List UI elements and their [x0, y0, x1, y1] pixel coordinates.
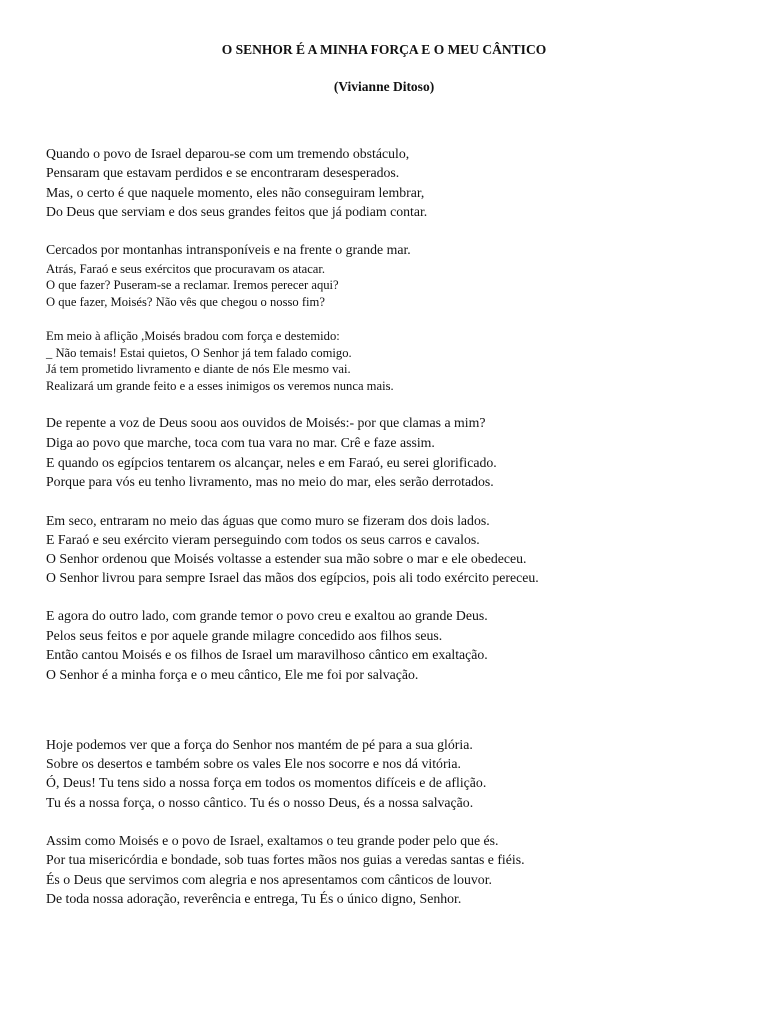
- stanza-3-line-2: _ Não temais! Estai quietos, O Senhor já tem falado comigo.: [46, 346, 352, 360]
- stanza-6-line-2: Pelos seus feitos e por aquele grande milagre concedido aos filhos seus.: [46, 628, 443, 643]
- stanza-6-line-1: E agora do outro lado, com grande temor o povo creu e exaltou ao grande Deus.: [46, 608, 488, 623]
- stanza-5-line-3: O Senhor ordenou que Moisés voltasse a estender sua mão sobre o mar e ele obedeceu.: [46, 551, 527, 566]
- stanza-7-line-1: Hoje podemos ver que a força do Senhor nos mantém de pé para a sua glória.: [46, 737, 473, 752]
- stanza-7-line-3: Ó, Deus! Tu tens sido a nossa força em todos os momentos difíceis e de aflição.: [46, 775, 487, 790]
- stanza-6-line-4: O Senhor é a minha força e o meu cântico, Ele me foi por salvação.: [46, 667, 419, 682]
- stanza-7-line-4: Tu és a nossa força, o nosso cântico. Tu és o nosso Deus, és a nossa salvação.: [46, 795, 474, 810]
- stanza-3-line-1: Em meio à aflição ,Moisés bradou com força e destemido:: [46, 329, 340, 343]
- stanza-1-line-4: Do Deus que serviam e dos seus grandes feitos que já podiam contar.: [46, 204, 428, 219]
- stanza-8-line-2: Por tua misericórdia e bondade, sob tuas fortes mãos nos guias a veredas santas e fiéis.: [46, 852, 525, 867]
- stanza-2-line-3: O que fazer? Puseram-se a reclamar. Iremos perecer aqui?: [46, 278, 339, 292]
- stanza-3-line-3: Já tem prometido livramento e diante de nós Ele mesmo vai.: [46, 362, 351, 376]
- stanza-5-line-1: Em seco, entraram no meio das águas que como muro se fizeram dos dois lados.: [46, 513, 490, 528]
- stanza-1-line-3: Mas, o certo é que naquele momento, eles não conseguiram lembrar,: [46, 185, 425, 200]
- stanza-2-line-4: O que fazer, Moisés? Não vês que chegou o nosso fim?: [46, 295, 325, 309]
- stanza-2-line-2: Atrás, Faraó e seus exércitos que procuravam os atacar.: [46, 262, 326, 276]
- stanza-8-line-3: És o Deus que servimos com alegria e nos apresentamos com cânticos de louvor.: [46, 872, 492, 887]
- stanza-4-line-1: De repente a voz de Deus soou aos ouvidos de Moisés:- por que clamas a mim?: [46, 415, 486, 430]
- stanza-4-line-4: Porque para vós eu tenho livramento, mas no meio do mar, eles serão derrotados.: [46, 474, 494, 489]
- stanza-8-line-4: De toda nossa adoração, reverência e entrega, Tu És o único digno, Senhor.: [46, 891, 462, 906]
- stanza-5-line-4: O Senhor livrou para sempre Israel das mãos dos egípcios, pois ali todo exército pereceu.: [46, 570, 539, 585]
- stanza-3-line-4: Realizará um grande feito e a esses inimigos os veremos nunca mais.: [46, 379, 394, 393]
- stanza-4-line-2: Diga ao povo que marche, toca com tua vara no mar. Crê e faze assim.: [46, 435, 435, 450]
- stanza-1-line-2: Pensaram que estavam perdidos e se encontraram desesperados.: [46, 165, 400, 180]
- stanza-2-line-1: Cercados por montanhas intransponíveis e na frente o grande mar.: [46, 242, 411, 257]
- poem-title: O SENHOR É A MINHA FORÇA E O MEU CÂNTICO: [221, 42, 547, 57]
- poem-author: (Vivianne Ditoso): [333, 79, 435, 94]
- stanza-1-line-1: Quando o povo de Israel deparou-se com um tremendo obstáculo,: [46, 146, 410, 161]
- stanza-8-line-1: Assim como Moisés e o povo de Israel, exaltamos o teu grande poder pelo que és.: [46, 833, 499, 848]
- stanza-7-line-2: Sobre os desertos e também sobre os vales Ele nos socorre e nos dá vitória.: [46, 756, 461, 771]
- stanza-6-line-3: Então cantou Moisés e os filhos de Israel um maravilhoso cântico em exaltação.: [46, 647, 488, 662]
- stanza-4-line-3: E quando os egípcios tentarem os alcançar, neles e em Faraó, eu serei glorificado.: [46, 455, 497, 470]
- stanza-5-line-2: E Faraó e seu exército vieram perseguindo com todos os seus carros e cavalos.: [46, 532, 480, 547]
